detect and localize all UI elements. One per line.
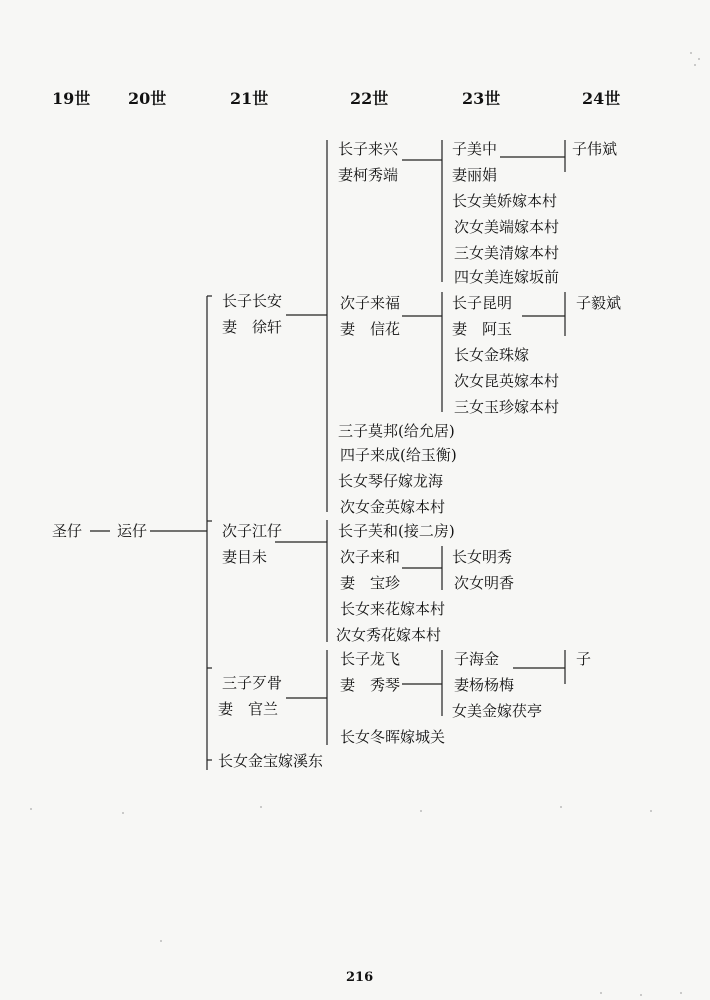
gen19-name: 圣仔 <box>52 522 83 540</box>
gen23-haijin-name: 子海金 <box>454 650 500 668</box>
gen24-child: 子伟斌 <box>572 140 618 158</box>
gen23-child: 长女金珠嫁 <box>454 346 530 364</box>
gen22-child: 长女琴仔嫁龙海 <box>338 472 444 490</box>
gen-header-21: 21世 <box>230 89 269 108</box>
gen22-laifu-wife: 妻 信花 <box>340 320 401 338</box>
gen21-an-name: 长子长安 <box>222 292 283 310</box>
gen23-meizhong-name: 子美中 <box>452 140 498 158</box>
gen23-kunming-name: 长子昆明 <box>452 294 513 312</box>
gen22-laixing-wife: 妻柯秀端 <box>338 166 399 184</box>
gen-header-19: 19世 <box>52 89 91 108</box>
gen22-laihe-wife: 妻 宝珍 <box>340 574 401 592</box>
gen23-meizhong-wife: 妻丽娟 <box>452 166 498 184</box>
gen21-jiang-wife: 妻目未 <box>222 548 268 566</box>
gen20-name: 运仔 <box>117 522 148 540</box>
gen21-dai-wife: 妻 官兰 <box>218 700 279 718</box>
gen23-child: 次女明香 <box>454 574 515 592</box>
gen22-longfei-name: 长子龙飞 <box>340 650 401 668</box>
gen23-kunming-wife: 妻 阿玉 <box>452 320 513 338</box>
gen23-child: 次女昆英嫁本村 <box>454 372 560 390</box>
gen23-child: 女美金嫁茯亭 <box>452 702 543 720</box>
gen21-an-wife: 妻 徐轩 <box>222 318 283 336</box>
gen23-child: 三女美清嫁本村 <box>454 244 560 262</box>
gen23-child: 四女美连嫁坂前 <box>454 268 560 286</box>
gen-header-23: 23世 <box>462 89 501 108</box>
gen23-child: 次女美端嫁本村 <box>454 218 560 236</box>
gen22-child: 三子莫邦(给允居) <box>338 422 455 440</box>
gen21-dai-name: 三子歹骨 <box>222 674 283 692</box>
gen-header-24: 24世 <box>582 89 621 108</box>
gen23-child: 长女美娇嫁本村 <box>452 192 558 210</box>
gen22-child: 次女秀花嫁本村 <box>336 626 442 644</box>
gen-header-22: 22世 <box>350 89 389 108</box>
gen22-laifu-name: 次子来福 <box>340 294 401 312</box>
gen23-child: 三女玉珍嫁本村 <box>454 398 560 416</box>
gen22-longfei-wife: 妻 秀琴 <box>340 676 401 694</box>
gen22-laixing-name: 长子来兴 <box>338 140 399 158</box>
gen22-child: 次女金英嫁本村 <box>340 498 446 516</box>
gen-header-20: 20世 <box>128 89 167 108</box>
gen24-child: 子 <box>576 650 592 668</box>
gen22-laihe-name: 次子来和 <box>340 548 401 566</box>
gen23-haijin-wife: 妻杨杨梅 <box>454 676 515 694</box>
gen22-child: 长女冬晖嫁城关 <box>340 728 446 746</box>
page-number: 216 <box>346 970 374 985</box>
gen21-jiang-name: 次子江仔 <box>222 522 283 540</box>
gen24-child: 子毅斌 <box>576 294 622 312</box>
gen23-child: 长女明秀 <box>452 548 513 566</box>
gen22-yinghe: 长子芙和(接二房) <box>338 522 455 540</box>
gen21-daughter: 长女金宝嫁溪东 <box>218 752 324 770</box>
gen22-child: 四子来成(给玉衡) <box>340 446 457 464</box>
gen22-child: 长女来花嫁本村 <box>340 600 446 618</box>
